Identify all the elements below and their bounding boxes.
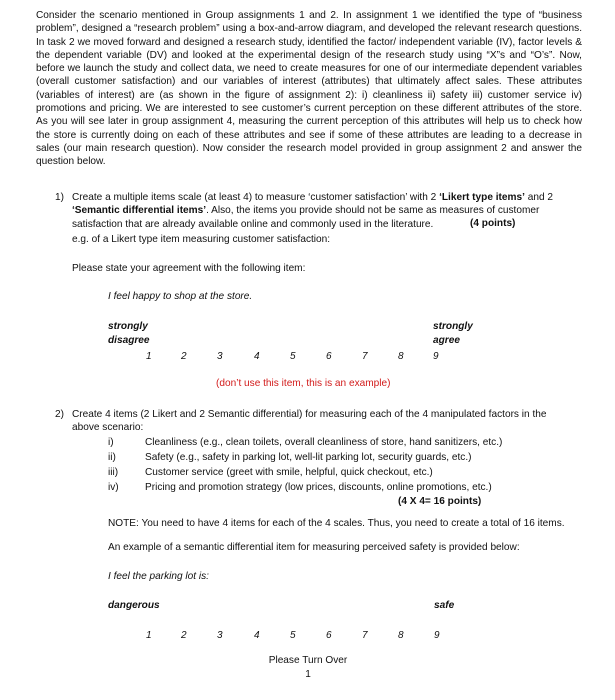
semantic-scale-point: 1: [146, 630, 152, 641]
left-anchor-line1: strongly: [108, 321, 148, 332]
question-1-example-intro: e.g. of a Likert type item measuring customer satisfaction:: [72, 234, 331, 245]
semantic-scale-point: 4: [254, 630, 260, 641]
likert-scale-point: 2: [181, 351, 187, 362]
intro-paragraph: Consider the scenario mentioned in Group assignments 1 and 2. In assignment 1 we identified the type of “business problem”, designed a “research problem” using a box-and-arrow diagram, and developed the relevant research questions. In task 2 we moved forward and designed a research study, identified the factor/ independent variable (IV), factor levels & the dependent variable (DV) and looked at the experimental design of the research study using “X”s and “O’s”. Now, before we launch the study and collect data, we need to create measures for one of our intermediate dependent variables (overall customer satisfaction) and our variables of interest (attributes) that ultimately affect sales. These attributes (variables of interest) are (as shown in the figure of assignment 2): i) cleanliness ii) safety iii) customer service iv) promotions and pricing. We are interested to see customer’s current perception on these different attributes of the store. As you will see later in group assignment 4, measuring the current perception of this attributes will help us to check how the store is currently doing on each of these attributes and see if some of these attributes are leading to a decrease in sales (our main research question). Now consider the research model provided in group assignment 2 and answer the question below.: [36, 10, 582, 168]
left-anchor-line2: disagree: [108, 335, 150, 346]
likert-scale-point: 5: [290, 351, 296, 362]
question-2-number: 2): [55, 409, 64, 420]
question-2-example-intro: An example of a semantic differential item for measuring perceived safety is provided below:: [108, 542, 520, 553]
semantic-left-anchor: dangerous: [108, 600, 160, 611]
likert-scale-point: 7: [362, 351, 368, 362]
question-1-text: Create a multiple items scale (at least 4) to measure ‘customer satisfaction’ with 2 ‘Likert type items’ and 2 ‘Semantic differential items’. Also, the items you provide should not be same as measures of customer satisfaction that are already available online and commonly used in the literature.: [72, 192, 553, 230]
likert-scale-point: 6: [326, 351, 332, 362]
question-1-number: 1): [55, 192, 64, 203]
likert-scale-point: 4: [254, 351, 260, 362]
semantic-scale-point: 8: [398, 630, 404, 641]
question-2-note: NOTE: You need to have 4 items for each of the 4 scales. Thus, you need to create a total of 16 items.: [108, 518, 565, 529]
semantic-scale-point: 5: [290, 630, 296, 641]
right-anchor-line2: agree: [433, 335, 460, 346]
example-warning-note: (don’t use this item, this is an example): [216, 378, 391, 389]
semantic-example-item: I feel the parking lot is:: [108, 571, 209, 582]
semantic-label: ‘Semantic differential items’: [72, 205, 207, 217]
question-2-points: (4 X 4= 16 points): [398, 496, 482, 507]
page-number: 1: [305, 669, 311, 680]
right-anchor-line1: strongly: [433, 321, 473, 332]
semantic-scale-point: 3: [217, 630, 223, 641]
likert-scale-point: 3: [217, 351, 223, 362]
likert-example-item: I feel happy to shop at the store.: [108, 291, 253, 302]
semantic-scale-point: 2: [181, 630, 187, 641]
semantic-scale-point: 6: [326, 630, 332, 641]
likert-scale-point: 9: [433, 351, 439, 362]
question-1-points: (4 points): [470, 218, 516, 229]
likert-scale-point: 1: [146, 351, 152, 362]
semantic-right-anchor: safe: [434, 600, 455, 611]
semantic-scale-point: 7: [362, 630, 368, 641]
turn-over-note: Please Turn Over: [268, 655, 348, 666]
likert-scale-point: 8: [398, 351, 404, 362]
question-1-instruction: Please state your agreement with the following item:: [72, 263, 306, 274]
document-page: Consider the scenario mentioned in Group assignments 1 and 2. In assignment 1 we identified the type of “business problem”, designed a “research problem” using a box-and-arrow diagram, and developed the relevant research questions. In task 2 we moved forward and designed a research study, identified the factor/ independent variable (IV), factor levels & the dependent variable (DV) and looked at the experimental design of the research study using “X”s and “O’s”. Now, before we launch the study and collect data, we need to create measures for one of our intermediate dependent variables (overall customer satisfaction) and our variables of interest (attributes) that ultimately affect sales. These attributes (variables of interest) are (as shown in the figure of assignment 2): i) cleanliness ii) safety iii) customer service iv) promotions and pricing. We are interested to see customer’s current perception on these different attributes of the store. As you will see later in group assignment 4, measuring the current perception of this attributes will help us to check how the store is currently doing on each of these attributes and see if some of these attributes are leading to a decrease in sales (our main research question). Now consider the research model provided in group assignment 2 and answer the question below. 1) Create a multiple items scale (at least 4) to measure ‘customer satisfaction’ with 2 ‘Likert type items’ and 2 ‘Semantic differential items’. Also, the items you provide should not be same as measures of customer satisfaction that are already available online and commonly used in the literature. (4 points) e.g. of a Likert type item measuring customer satisfaction: Please state your agreement with the following item: I feel happy to shop at the store. strongly disagree strongly agree 1 2 3 4 5 6 7 8 9 (don’t use this item, this is an example) 2) Create 4 items (2 Likert and 2 Semantic differential) for measuring each of the 4 manipulated factors in the above scenario: i) Cleanliness (e.g., clean toilets, overall cleanliness of store, hand sanitizers, etc.) ii) Safety (e.g., safety in parking lot, well-lit parking lot, security guards, etc.) iii) Customer service (greet with smile, helpful, quick checkout, etc.) iv) Pricing and promotion strategy (low prices, discounts, online promotions, etc.) (4 X 4= 16 points) NOTE: You need to have 4 items for each of the 4 scales. Thus, you need to create a total of 16 items. An example of a semantic differential item for measuring perceived safety is provided below: I feel the parking lot is: dangerous safe 1 2 3 4 5 6 7 8 9 Please Turn Over 1: [36, 10, 582, 680]
semantic-scale-point: 9: [434, 630, 440, 641]
question-2-text: Create 4 items (2 Likert and 2 Semantic differential) for measuring each of the 4 manipulated factors in the above scenario:: [72, 409, 547, 434]
likert-label: ‘Likert type items’: [439, 192, 525, 203]
